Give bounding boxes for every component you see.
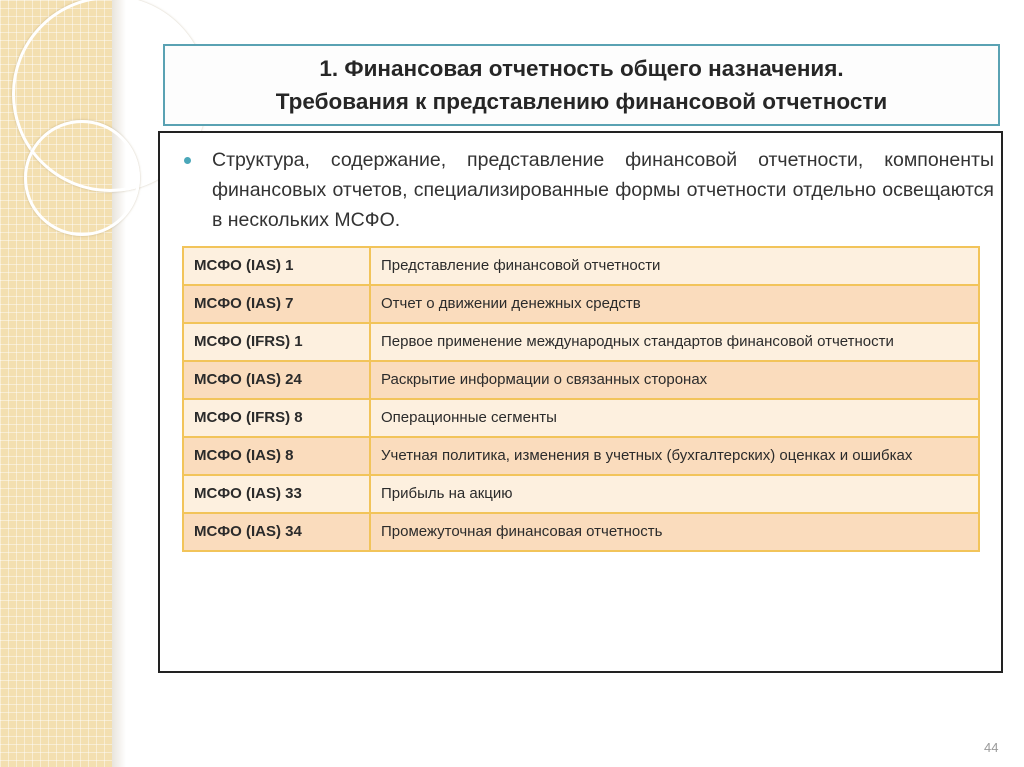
slide-title-line-1: 1. Финансовая отчетность общего назначения. — [319, 56, 844, 81]
standard-code: МСФО (IAS) 33 — [183, 475, 370, 513]
bullet-dot-icon — [184, 157, 191, 164]
standard-description: Прибыль на акцию — [370, 475, 979, 513]
standard-code: МСФО (IFRS) 1 — [183, 323, 370, 361]
table-row — [183, 361, 979, 399]
standard-description: Учетная политика, изменения в учетных (бухгалтерских) оценках и ошибках — [370, 437, 979, 475]
slide-title-box — [163, 44, 1000, 126]
table-row — [183, 513, 979, 551]
table-row — [183, 247, 979, 285]
standard-code: МСФО (IAS) 7 — [183, 285, 370, 323]
standard-code: МСФО (IAS) 34 — [183, 513, 370, 551]
standard-code: МСФО (IAS) 1 — [183, 247, 370, 285]
decorative-ring-small — [24, 120, 140, 236]
standard-description: Отчет о движении денежных средств — [370, 285, 979, 323]
table-row — [183, 437, 979, 475]
standard-description: Операционные сегменты — [370, 399, 979, 437]
standard-description: Представление финансовой отчетности — [370, 247, 979, 285]
standard-description: Первое применение международных стандартов финансовой отчетности — [370, 323, 979, 361]
table-row — [183, 475, 979, 513]
standard-description: Промежуточная финансовая отчетность — [370, 513, 979, 551]
slide-title-line-2: Требования к представлению финансовой отчетности — [275, 89, 888, 114]
standards-table — [182, 246, 980, 552]
page-number: 44 — [984, 740, 999, 755]
standard-code: МСФО (IAS) 24 — [183, 361, 370, 399]
table-row — [183, 285, 979, 323]
standard-description: Раскрытие информации о связанных сторонах — [370, 361, 979, 399]
standard-code: МСФО (IAS) 8 — [183, 437, 370, 475]
table-row — [183, 323, 979, 361]
bullet-text: Структура, содержание, представление финансовой отчетности, компоненты финансовых отчетов, специализированные формы отчетности отдельно освещаются в нескольких МСФО. — [212, 149, 994, 231]
slide-content-box — [158, 131, 1003, 673]
standard-code: МСФО (IFRS) 8 — [183, 399, 370, 437]
table-row — [183, 399, 979, 437]
